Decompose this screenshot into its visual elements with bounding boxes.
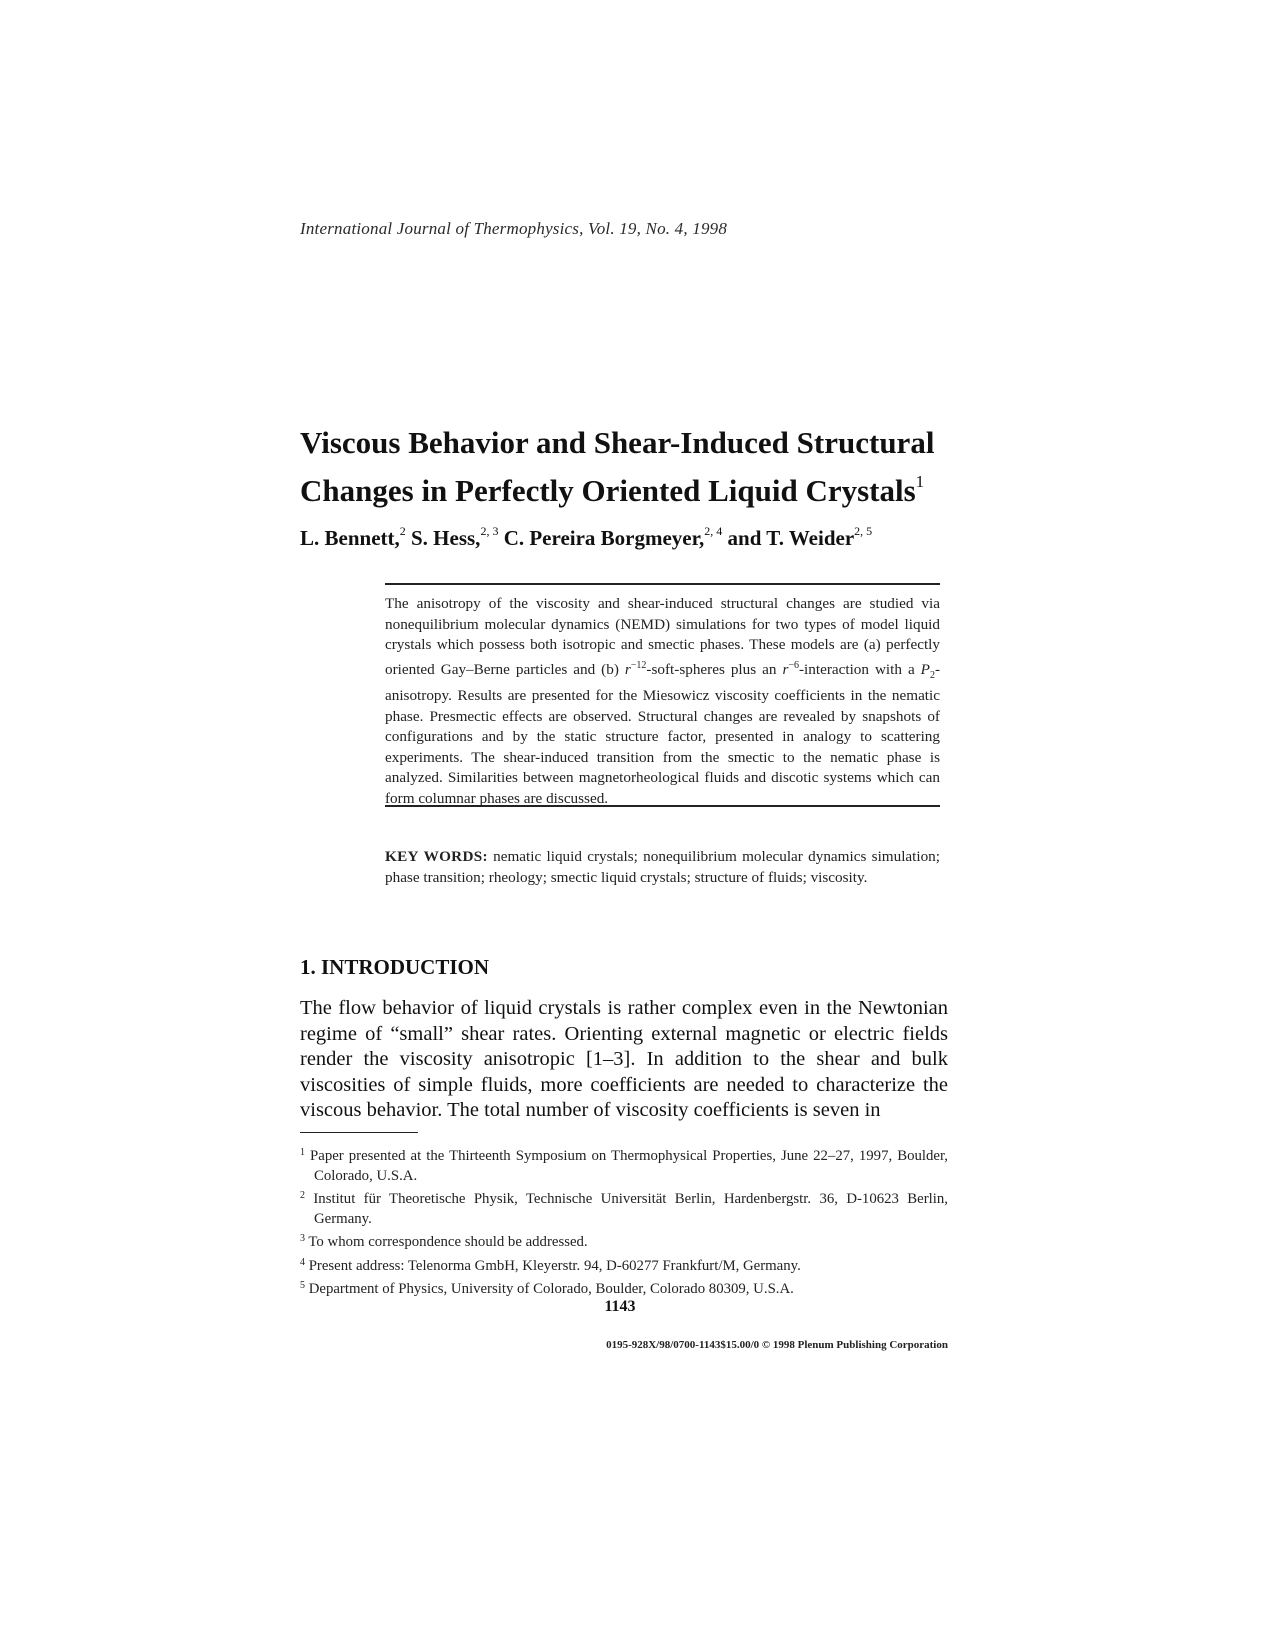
footnote-mark: 2	[300, 1190, 305, 1201]
author-list	[300, 524, 1020, 551]
author-affiliation-mark: 2, 3	[480, 524, 499, 538]
author-affiliation-mark: 2, 4	[704, 524, 723, 538]
page-number: 1143	[604, 1298, 636, 1315]
math-r: r	[782, 660, 789, 678]
abstract-text: -soft-spheres plus an	[646, 660, 783, 678]
copyright-line: 0195-928X/98/0700-1143$15.00/0 © 1998 Plenum Publishing Corporation	[606, 1339, 948, 1351]
footnote-mark: 5	[300, 1280, 305, 1291]
abstract-text: -interaction with a	[799, 660, 921, 678]
author-hess: S. Hess,	[405, 526, 481, 550]
journal-header: International Journal of Thermophysics, Vol. 19, No. 4, 1998	[300, 219, 728, 238]
footnote-mark: 4	[300, 1256, 305, 1268]
title-line-2	[300, 462, 1000, 510]
keywords-text: nematic liquid crystals; nonequilibrium molecular dynamics simulation; phase transition; rheology; smectic liquid crystals; structure of fluids; viscosity.	[385, 848, 940, 886]
author-weider: and T. Weider	[722, 526, 855, 550]
footnote	[300, 1143, 948, 1186]
author-affiliation-mark: 2	[399, 524, 406, 538]
section-heading: 1. INTRODUCTION	[300, 955, 490, 979]
footnote-mark: 3	[300, 1233, 305, 1244]
author-affiliation-mark: 2, 5	[854, 524, 873, 538]
title-line-1: Viscous Behavior and Shear-Induced Structural	[300, 425, 935, 460]
footnote-text: Institut für Theoretische Physik, Technische Universität Berlin, Hardenbergstr. 36, D-10623 Berlin, Germany.	[305, 1191, 948, 1227]
footnotes	[300, 1143, 948, 1300]
footnote-text: Present address: Telenorma GmbH, Kleyerstr. 94, D-60277 Frankfurt/M, Germany.	[305, 1257, 801, 1274]
footnote	[300, 1186, 948, 1229]
author-bennett: L. Bennett,	[300, 526, 400, 550]
keywords	[385, 847, 940, 888]
footnote	[300, 1229, 948, 1253]
footnote-text: To whom correspondence should be addressed.	[305, 1234, 588, 1250]
abstract-top-rule	[385, 583, 940, 585]
keywords-label: KEY WORDS:	[385, 848, 488, 865]
footnote-mark: 1	[300, 1147, 305, 1158]
footnote-text: Paper presented at the Thirteenth Symposium on Thermophysical Properties, June 22–27, 1997, Boulder, Colorado, U.S.A.	[305, 1148, 948, 1184]
footnote-text: Department of Physics, University of Colorado, Boulder, Colorado 80309, U.S.A.	[305, 1281, 794, 1297]
introduction-paragraph: The flow behavior of liquid crystals is rather complex even in the Newtonian regime of “small” shear rates. Orienting external magnetic or electric fields render the viscosity anisotropic [1–3]. In addition to the shear and bulk viscosities of simple fluids, more coefficients are needed to characterize the viscous behavior. The total number of viscosity coefficients is seven in	[300, 997, 948, 1121]
abstract-text: -anisotropy. Results are presented for the Miesowicz viscosity coefficients in the nematic phase. Presmectic effects are observed. Structural changes are revealed by snapshots of configurations and by the static structure factor, presented in analogy to scattering experiments. The shear-induced transition from the smectic to the nematic phase is analyzed. Similarities between magnetorheological fluids and discotic systems which can form columnar phases are discussed.	[385, 660, 940, 807]
math-r: r	[624, 660, 631, 678]
footnote	[300, 1276, 948, 1300]
math-subscript: 2	[929, 669, 935, 681]
math-p: P	[920, 660, 930, 678]
abstract-bottom-rule	[385, 805, 940, 807]
abstract	[385, 594, 940, 809]
paper-title	[300, 423, 1000, 510]
footnote-rule	[300, 1132, 418, 1133]
title-line-2-text: Changes in Perfectly Oriented Liquid Crystals	[300, 473, 916, 508]
math-exponent: −12	[630, 659, 647, 671]
abstract-text: The anisotropy of the viscosity and shear-induced structural changes are studied via nonequilibrium molecular dynamics (NEMD) simulations for two types of model liquid crystals which possess both isotropic and smectic phases. These models are (a) perfectly oriented Gay–Berne particles and (b)	[385, 595, 940, 678]
math-exponent: −6	[788, 659, 799, 671]
author-pereira-borgmeyer: C. Pereira Borgmeyer,	[498, 526, 705, 550]
footnote	[300, 1253, 948, 1277]
title-footnote-mark: 1	[915, 472, 925, 491]
